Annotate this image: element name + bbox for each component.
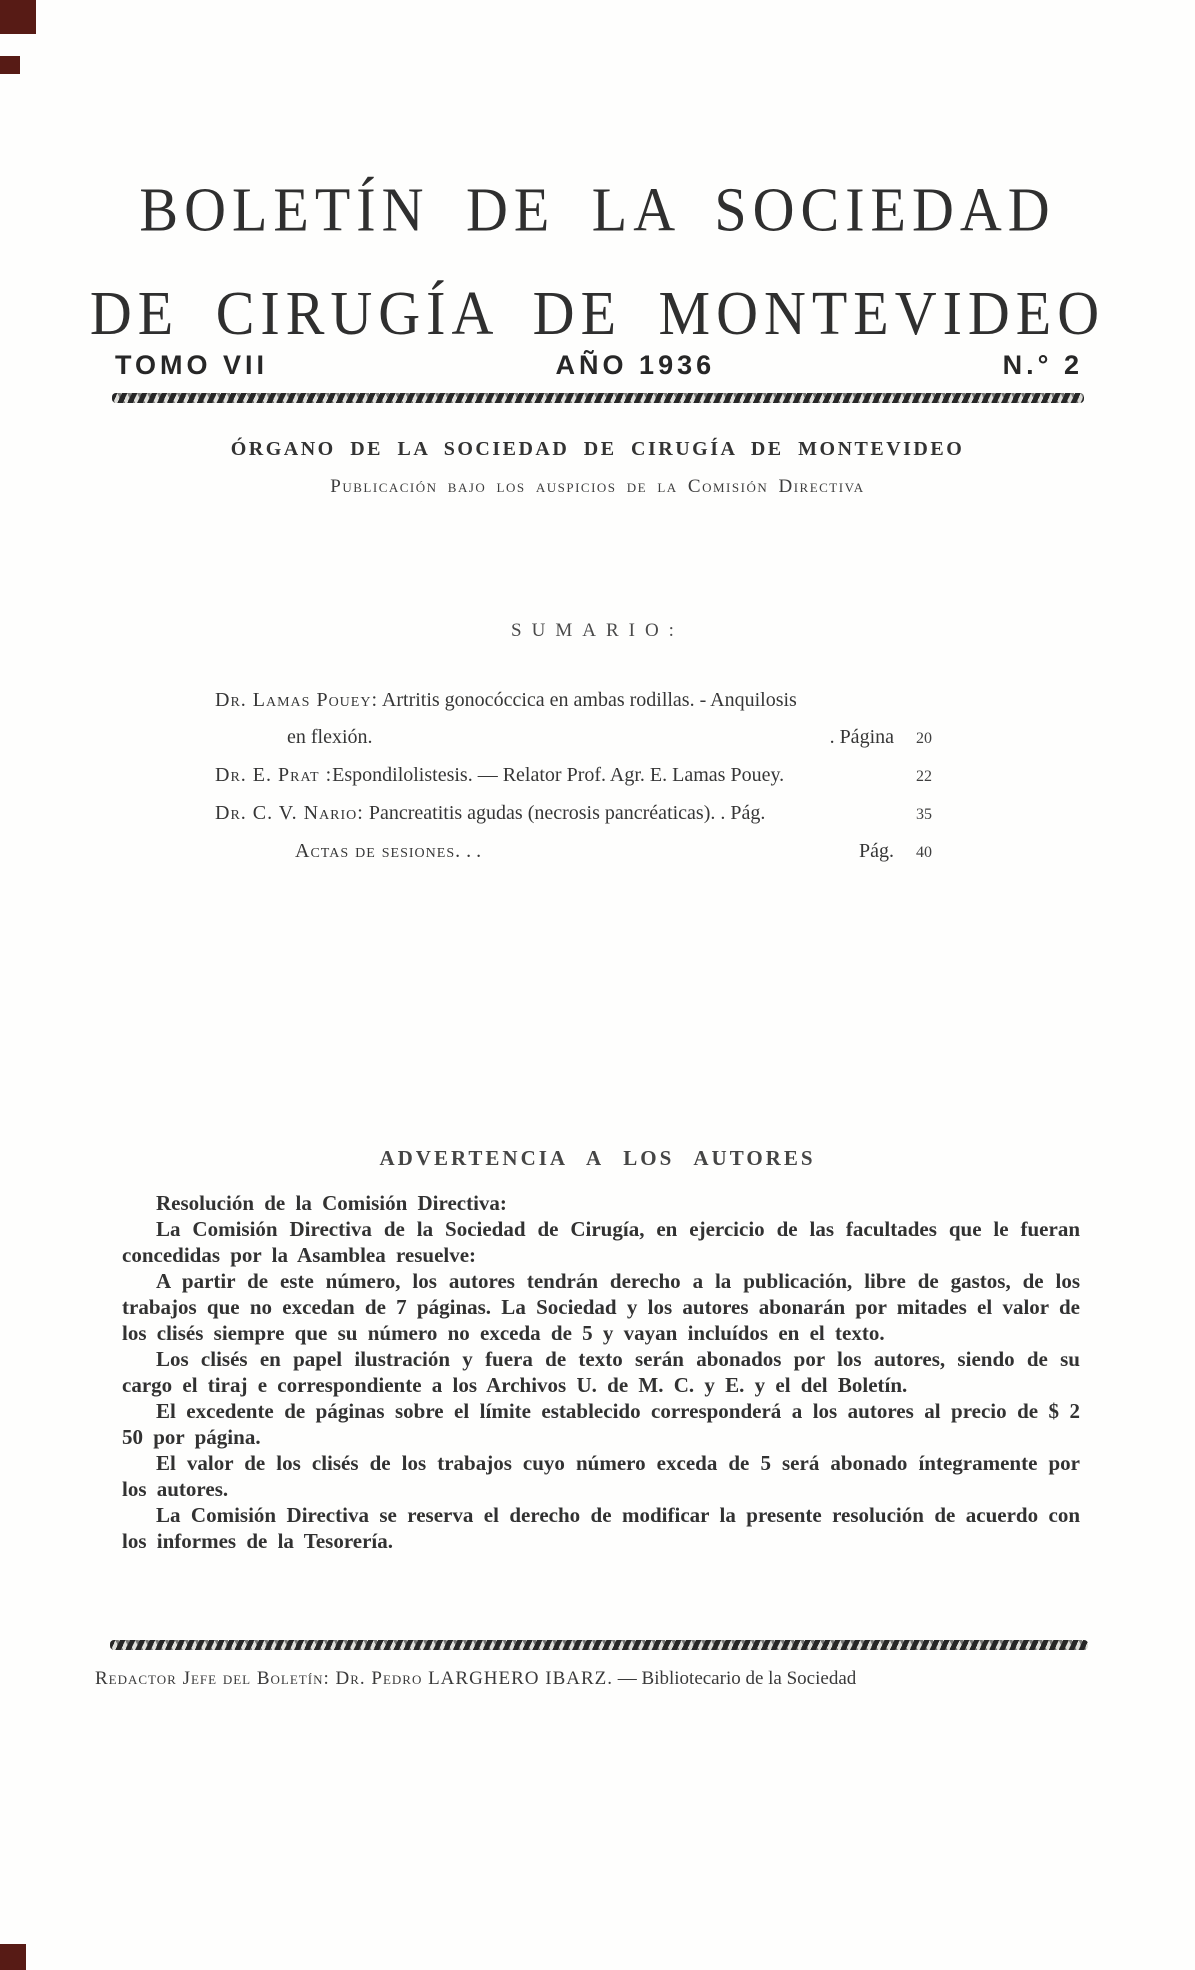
decorative-rope-divider-bottom [110,1640,1088,1650]
tomo-label: TOMO VII [115,350,269,380]
toc-title: Pancreatitis agudas (necrosis pancréaticas). . Pág. [363,802,766,824]
toc-author: Dr. Lamas Pouey: [215,689,379,711]
notice-paragraph: La Comisión Directiva se reserva el derecho de modificar la presente resolución de acuerdo con los informes de la Tesorería. [122,1503,1080,1553]
toc-row [215,757,950,795]
issue-number-label: N.° 2 [1002,350,1083,380]
year-label: AÑO 1936 [555,350,716,380]
toc-author: Actas de sesiones. [295,840,462,862]
notice-paragraph: El valor de los clisés de los trabajos cuyo número exceda de 5 será abonado íntegramente por los autores. [122,1451,1080,1501]
journal-title [0,158,1195,365]
editor-role: — Bibliotecario de la Sociedad [613,1668,857,1689]
toc-page-number: 20 [916,730,932,747]
toc-title: . . [461,840,482,862]
organ-subtitle: ÓRGANO DE LA SOCIEDAD DE CIRUGÍA DE MONTEVIDEO [230,438,965,460]
toc-title: Espondilolistesis. — Relator Prof. Agr. E. Lamas Pouey. [332,764,785,786]
notice-paragraph: Resolución de la Comisión Directiva: [156,1191,507,1215]
editor-name: Redactor Jefe del Boletín: Dr. Pedro LARGHERO IBARZ. [95,1668,614,1689]
journal-title-line2: DE CIRUGÍA DE MONTEVIDEO [89,277,1106,349]
decorative-rope-divider-top [112,393,1084,403]
toc-page-number: 35 [916,806,932,823]
notice-paragraph: El excedente de páginas sobre el límite establecido corresponderá a los autores al precio de $ 2 50 por página. [122,1399,1080,1449]
notice-heading: ADVERTENCIA A LOS AUTORES [379,1146,816,1170]
scan-registration-mark [0,56,20,74]
toc-page-number: 22 [916,768,932,785]
table-of-contents [215,682,950,871]
notice-paragraph: La Comisión Directiva de la Sociedad de Cirugía, en ejercicio de las facultades que le fueran concedidas por la Asamblea resuelve: [122,1217,1080,1267]
toc-page-number: 40 [916,844,932,861]
scan-registration-mark [0,0,36,34]
summary-heading: SUMARIO: [511,620,684,641]
volume-info-row [115,350,1083,381]
toc-leader: Pág. [859,840,894,862]
toc-author: Dr. E. Prat : [215,764,333,786]
scan-registration-mark [0,1944,26,1970]
toc-row [215,833,950,871]
notice-paragraph: Los clisés en papel ilustración y fuera de texto serán abonados por los autores, siendo de su cargo el tiraj e correspondiente a los Archivos U. de M. C. y E. y el del Boletín. [122,1347,1080,1397]
toc-row [215,719,950,757]
notice-body [122,1190,1080,1554]
toc-row [215,682,950,719]
notice-paragraph: A partir de este número, los autores tendrán derecho a la publicación, libre de gastos, de los trabajos que no excedan de 7 páginas. La Sociedad y los autores abonarán por mitades el valor de los clisés siempre que su número no exceda de 5 y vayan incluídos en el texto. [122,1269,1080,1345]
toc-title: en flexión. [287,726,373,748]
toc-row [215,795,950,833]
editor-footer [95,1668,1100,1690]
toc-title: Artritis gonocóccica en ambas rodillas. - Anquilosis [378,689,797,711]
toc-leader: . Página [829,726,894,748]
journal-title-line1: BOLETÍN DE LA SOCIEDAD [139,174,1056,245]
publication-subtitle: Publicación bajo los auspicios de la Comisión Directiva [330,476,865,497]
toc-author: Dr. C. V. Nario: [215,802,364,824]
